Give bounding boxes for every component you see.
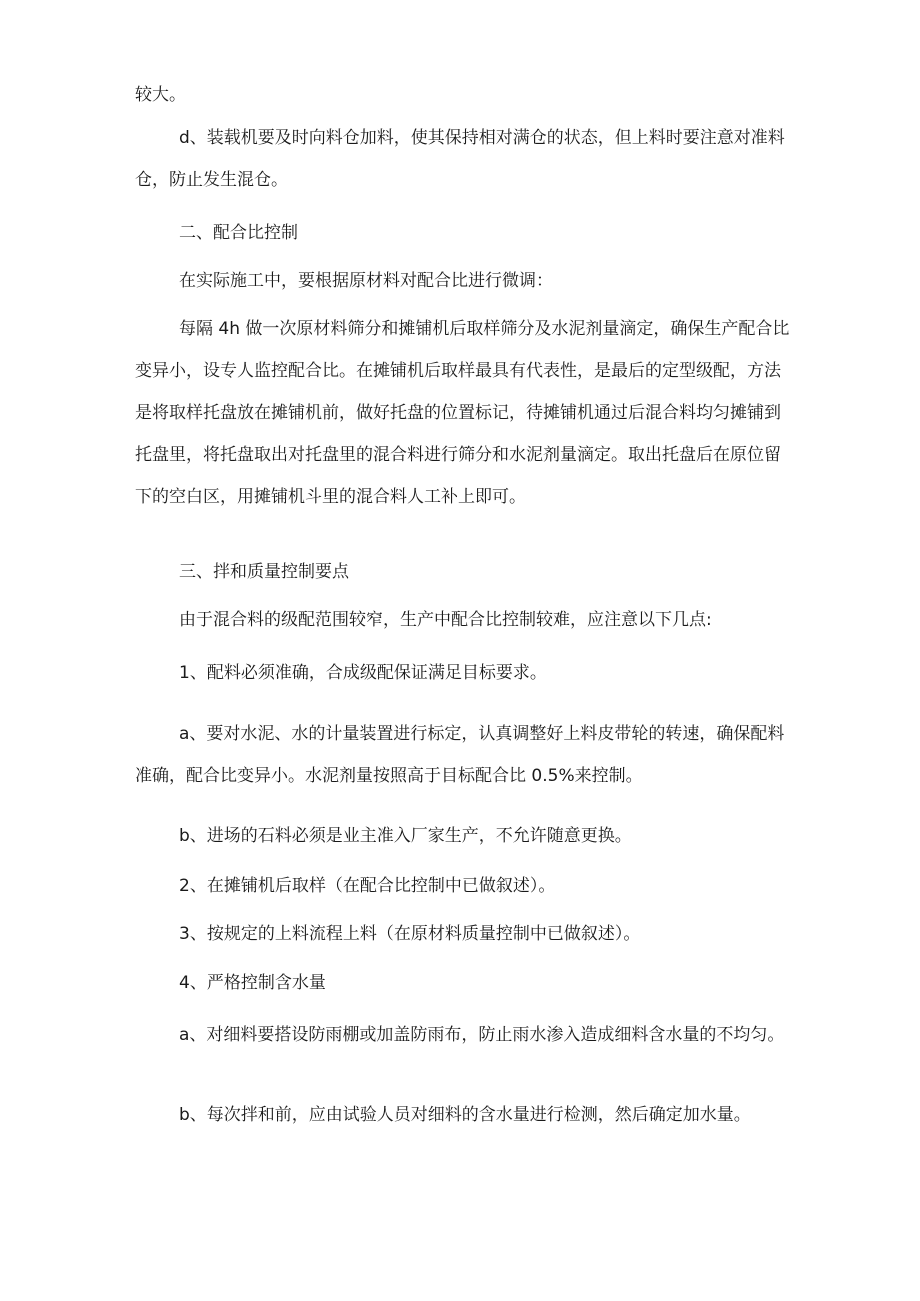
paragraph-sampling-method: 每隔 4h 做一次原材料筛分和摊铺机后取样筛分及水泥剂量滴定，确保生产配合比变异小，设专人监控配合比。在摊铺机后取样最具有代表性，是最后的定型级配，方法是将取样托盘放在摊铺机前，做好托盘的位置标记，待摊铺机通过后混合料均匀摊铺到托盘里，将托盘取出对托盘里的混合料进行筛分和水泥剂量滴定。取出托盘后在原位留下的空白区，用摊铺机斗里的混合料人工补上即可。	[135, 319, 790, 507]
paragraph-fine-tuning: 在实际施工中，要根据原材料对配合比进行微调：	[179, 271, 553, 291]
paragraph-loader-note-d: d、装载机要及时向料仓加料，使其保持相对满仓的状态，但上料时要注意对准料仓，防止发生混仓。	[135, 128, 785, 190]
section-heading-mix-ratio-control: 二、配合比控制	[179, 223, 298, 243]
section-heading-mixing-quality: 三、拌和质量控制要点	[179, 562, 349, 582]
list-item-4a: a、对细料要搭设防雨棚或加盖防雨布，防止雨水渗入造成细料含水量的不均匀。	[179, 1025, 785, 1045]
list-item-2: 2、在摊铺机后取样（在配合比控制中已做叙述）。	[179, 876, 556, 896]
list-item-4b: b、每次拌和前，应由试验人员对细料的含水量进行检测，然后确定加水量。	[179, 1105, 751, 1125]
list-item-1a: a、要对水泥、水的计量装置进行标定，认真调整好上料皮带轮的转速，确保配料准确，配合比变异小。水泥剂量按照高于目标配合比 0.5%来控制。	[135, 724, 785, 786]
paragraph-continuation: 较大。	[135, 85, 186, 105]
list-item-4: 4、严格控制含水量	[179, 973, 326, 993]
list-item-1b: b、进场的石料必须是业主准入厂家生产，不允许随意更换。	[179, 826, 632, 846]
paragraph-narrow-gradation: 由于混合料的级配范围较窄，生产中配合比控制较难，应注意以下几点:	[179, 610, 712, 630]
list-item-1: 1、配料必须准确，合成级配保证满足目标要求。	[179, 663, 547, 683]
list-item-3: 3、按规定的上料流程上料（在原材料质量控制中已做叙述）。	[179, 924, 641, 944]
